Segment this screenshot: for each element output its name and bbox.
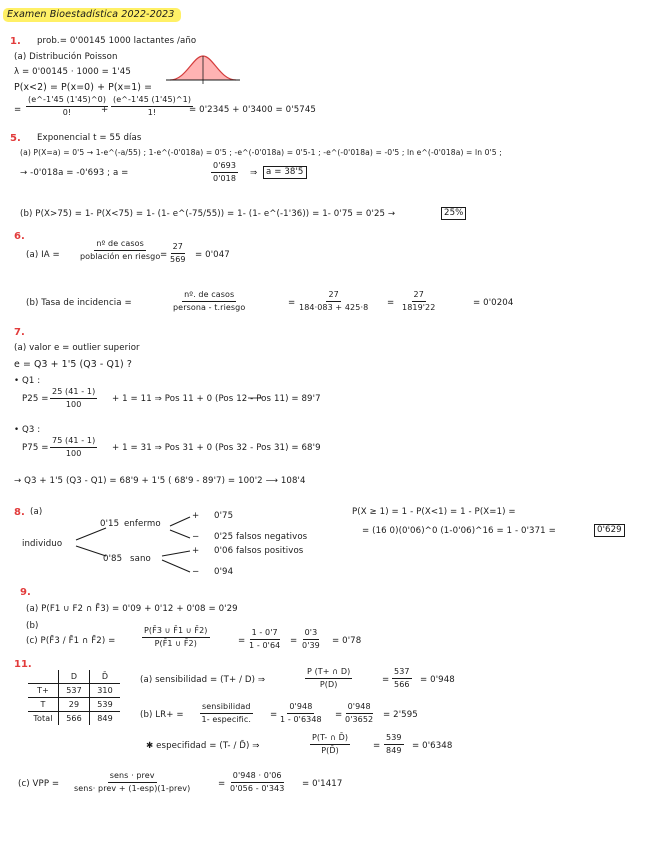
problem-11-fraction-b2: $\frac{0'948}{1 - 0'6348}$: [280, 702, 322, 724]
problem-7-q3-label: • Q3 :: [14, 425, 41, 435]
table-cell: 849: [90, 712, 121, 726]
problem-9-part-b-label: (b): [26, 621, 39, 631]
table-cell: 566: [59, 712, 90, 726]
problem-6-result-a: = 0'047: [195, 250, 230, 260]
problem-1-statement: prob.= 0'00145 1000 lactantes /año: [37, 36, 197, 46]
tree-leaf-2: 0'25 falsos negativos: [214, 532, 308, 542]
problem-7-p25-fraction: $\frac{25 (41 - 1)}{100}$: [52, 387, 96, 409]
problem-7-q1-label: • Q1 :: [14, 376, 41, 386]
problem-7-part-a-label: (a) valor e = outlier superior: [14, 343, 140, 353]
problem-7-p75-left: P75 =: [22, 443, 49, 453]
problem-9-equals-2: =: [290, 636, 298, 646]
table-row: [28, 712, 120, 726]
problem-11-equals-b: =: [270, 710, 278, 720]
problem-7-p25-right: + 1 = 11 ⇒ Pos 11 + 0 (Pos 12 - Pos 11) = 89'7: [112, 394, 321, 404]
problem-5-answer-a: a = 38'5: [263, 166, 307, 179]
problem-9-part-a: (a) P(F1 ∪ F2 ∩ F̄3) = 0'09 + 0'12 + 0'08 = 0'29: [26, 604, 238, 614]
problem-11-result-c: = 0'1417: [302, 779, 343, 789]
problem-5-statement: Exponencial t = 55 días: [37, 133, 142, 143]
contingency-table: [28, 670, 120, 725]
problem-number-6: 6.: [14, 231, 25, 242]
problem-1-lambda: λ = 0'00145 · 1000 = 1'45: [14, 67, 131, 77]
problem-6-equals-b1: =: [288, 298, 296, 308]
problem-11-especificidad: ✱ especifidad = (T- / D̄) ⇒: [146, 741, 260, 751]
problem-11-fraction-a2: $\frac{537}{566}$: [394, 667, 410, 689]
problem-11-fraction-c1: sens · prev sens· prev + (1-esp)(1-prev): [74, 771, 191, 793]
table-cell: 29: [59, 698, 90, 712]
problem-6-fraction-b3: $\frac{27}{1819'22}$: [402, 290, 436, 312]
problem-6-fraction-b1: nº. de casos persona - t.riesgo: [173, 290, 246, 312]
problem-1-probability-line: P(x<2) = P(x=0) + P(x=1) =: [14, 82, 153, 93]
problem-11-part-b: (b) LR+ =: [140, 710, 184, 720]
problem-11-fraction-esp1: $\frac{P(T- \cap D̄)}{P(D̄)}$: [312, 733, 349, 755]
problem-8-answer: 0'629: [594, 524, 625, 537]
tree-leaf-4: 0'94: [214, 567, 234, 577]
table-cell: 310: [90, 684, 121, 698]
problem-8-part-a-label: (a): [30, 507, 43, 517]
tree-root-label: individuo: [22, 539, 63, 549]
problem-8-right-line-1: P(X ≥ 1) = 1 - P(X<1) = 1 - P(X=1) =: [352, 507, 516, 517]
tree-branch-2-probability: 0'85: [103, 554, 123, 564]
problem-11-equals-b2: =: [335, 710, 343, 720]
problem-number-5: 5.: [10, 133, 21, 144]
tree-leaf-3: 0'06 falsos positivos: [214, 546, 304, 556]
problem-number-11: 11.: [14, 659, 32, 670]
problem-7-result: → Q3 + 1'5 (Q3 - Q1) = 68'9 + 1'5 ( 68'9 - 89'7) = 100'2 ⟶ 108'4: [14, 476, 306, 486]
problem-1-plus: +: [101, 105, 109, 115]
problem-7-p25-left: P25 =: [22, 394, 49, 404]
problem-5-fraction-a: $\frac{0'693}{0'018}$: [213, 161, 237, 183]
problem-11-equals-a: =: [382, 675, 390, 685]
tree-branch-1-probability: 0'15: [100, 519, 120, 529]
problem-11-result-a: = 0'948: [420, 675, 455, 685]
problem-9-fraction-1: $\frac{P(F̄3 \cup F̄1 \cup F̄2)}{P(F̄1 \cup F̄2)}$: [144, 626, 208, 648]
problem-9-result: = 0'78: [332, 636, 362, 646]
problem-11-part-a: (a) sensibilidad = (T+ / D) ⇒: [140, 675, 266, 685]
problem-9-fraction-3: $\frac{0'3}{0'39}$: [302, 628, 320, 650]
table-row: [28, 698, 120, 712]
problem-6-part-a-label: (a) IA =: [26, 250, 60, 260]
problem-11-fraction-esp2: $\frac{539}{849}$: [386, 733, 402, 755]
problem-6-fraction-b2: $\frac{27}{184\cdot 083 + 425\cdot 8}$: [299, 290, 369, 312]
problem-6-fraction-a2: $\frac{27}{569}$: [170, 242, 186, 264]
problem-11-result-esp: = 0'6348: [412, 741, 453, 751]
tree-branch-2-label: sano: [130, 554, 151, 564]
problem-6-result-b: = 0'0204: [473, 298, 514, 308]
problem-9-part-c-label: (c) P(F̄3 / F̄1 ∩ F̄2) =: [26, 636, 116, 646]
problem-11-fraction-b3: $\frac{0'948}{0'3652}$: [345, 702, 374, 724]
tree-leaf-1: 0'75: [214, 511, 234, 521]
problem-11-fraction-a1: $\frac{P (T+ \cap D)}{P(D)}$: [307, 667, 351, 689]
table-cell: 539: [90, 698, 121, 712]
minus-circle-icon: −: [192, 567, 200, 577]
problem-7-formula: e = Q3 + 1'5 (Q3 - Q1) ?: [14, 359, 132, 370]
plus-circle-icon: +: [192, 546, 200, 556]
problem-number-1: 1.: [10, 36, 21, 47]
problem-6-part-b-label: (b) Tasa de incidencia =: [26, 298, 132, 308]
problem-11-fraction-c2: $\frac{0'948 \cdot 0'06}{0'056 - 0'343}$: [230, 771, 285, 793]
problem-7-p75-right: + 1 = 31 ⇒ Pos 31 + 0 (Pos 32 - Pos 31) = 68'9: [112, 443, 321, 453]
problem-9-equals-1: =: [238, 636, 246, 646]
problem-11-equals-c: =: [218, 779, 226, 789]
table-header-cell: D: [59, 670, 90, 684]
problem-1-fraction-1: $\frac{(e\^{}-1'45 (1'45)\^{}0)}{0!}$: [28, 95, 107, 117]
problem-1-fraction-2: $\frac{(e\^{}-1'45 (1'45)\^{}1)}{1!}$: [113, 95, 192, 117]
problem-number-7: 7.: [14, 327, 25, 338]
problem-1-result: = 0'2345 + 0'3400 = 0'5745: [189, 105, 316, 115]
table-cell: Total: [28, 712, 59, 726]
problem-11-fraction-b1: sensibilidad 1- especific.: [201, 702, 252, 724]
table-cell: 537: [59, 684, 90, 698]
tree-branch-1-label: enfermo: [124, 519, 161, 529]
problem-5-answer-b: 25%: [441, 207, 466, 220]
problem-6-equals-a: =: [160, 250, 168, 260]
problem-11-part-c-label: (c) VPP =: [18, 779, 60, 789]
plus-circle-icon: +: [192, 511, 200, 521]
problem-9-fraction-2: $\frac{1 - 0'7}{1 - 0'64}$: [249, 628, 281, 650]
problem-8-right-line-2: = (16 0)(0'06)^0 (1-0'06)^16 = 1 - 0'371 =: [362, 526, 556, 536]
problem-5-part-b-line: (b) P(X>75) = 1- P(X<75) = 1- (1- e^(-75/55)) = 1- (1- e^(-1'36)) = 1- 0'75 = 0'25 →: [20, 209, 396, 219]
problem-1-equals: =: [14, 105, 22, 115]
table-cell: T+: [28, 684, 59, 698]
page-title: Examen Bioestadística 2022-2023: [3, 8, 181, 22]
table-header-row: [28, 670, 120, 684]
table-header-cell: D̄: [90, 670, 121, 684]
table-header-cell: [28, 670, 59, 684]
problem-1-part-a-label: (a) Distribución Poisson: [14, 52, 118, 62]
problem-6-fraction-a1: nº de casos población en riesgo: [80, 239, 161, 261]
table-cell: T: [28, 698, 59, 712]
problem-7-p75-fraction: $\frac{75 (41 - 1)}{100}$: [52, 436, 96, 458]
problem-11-result-b: = 2'595: [383, 710, 418, 720]
bell-curve-sketch: [166, 56, 240, 84]
problem-number-9: 9.: [20, 587, 31, 598]
table-row: [28, 684, 120, 698]
problem-5-part-a-line-2: → -0'018a = -0'693 ; a =: [20, 168, 129, 178]
problem-5-part-a-line-1: (a) P(X=a) = 0'5 → 1-e^(-a/55) ; 1-e^(-0'018a) = 0'5 ; -e^(-0'018a) = 0'5-1 ; -e^(-0'018a) = -0'5 ; ln e^(-0'018a) = ln 0'5 ;: [20, 148, 502, 157]
problem-5-implies: ⇒: [250, 168, 258, 178]
minus-circle-icon: −: [192, 532, 200, 542]
problem-11-equals-esp: =: [373, 741, 381, 751]
problem-6-equals-b2: =: [387, 298, 395, 308]
problem-number-8: 8.: [14, 507, 25, 518]
